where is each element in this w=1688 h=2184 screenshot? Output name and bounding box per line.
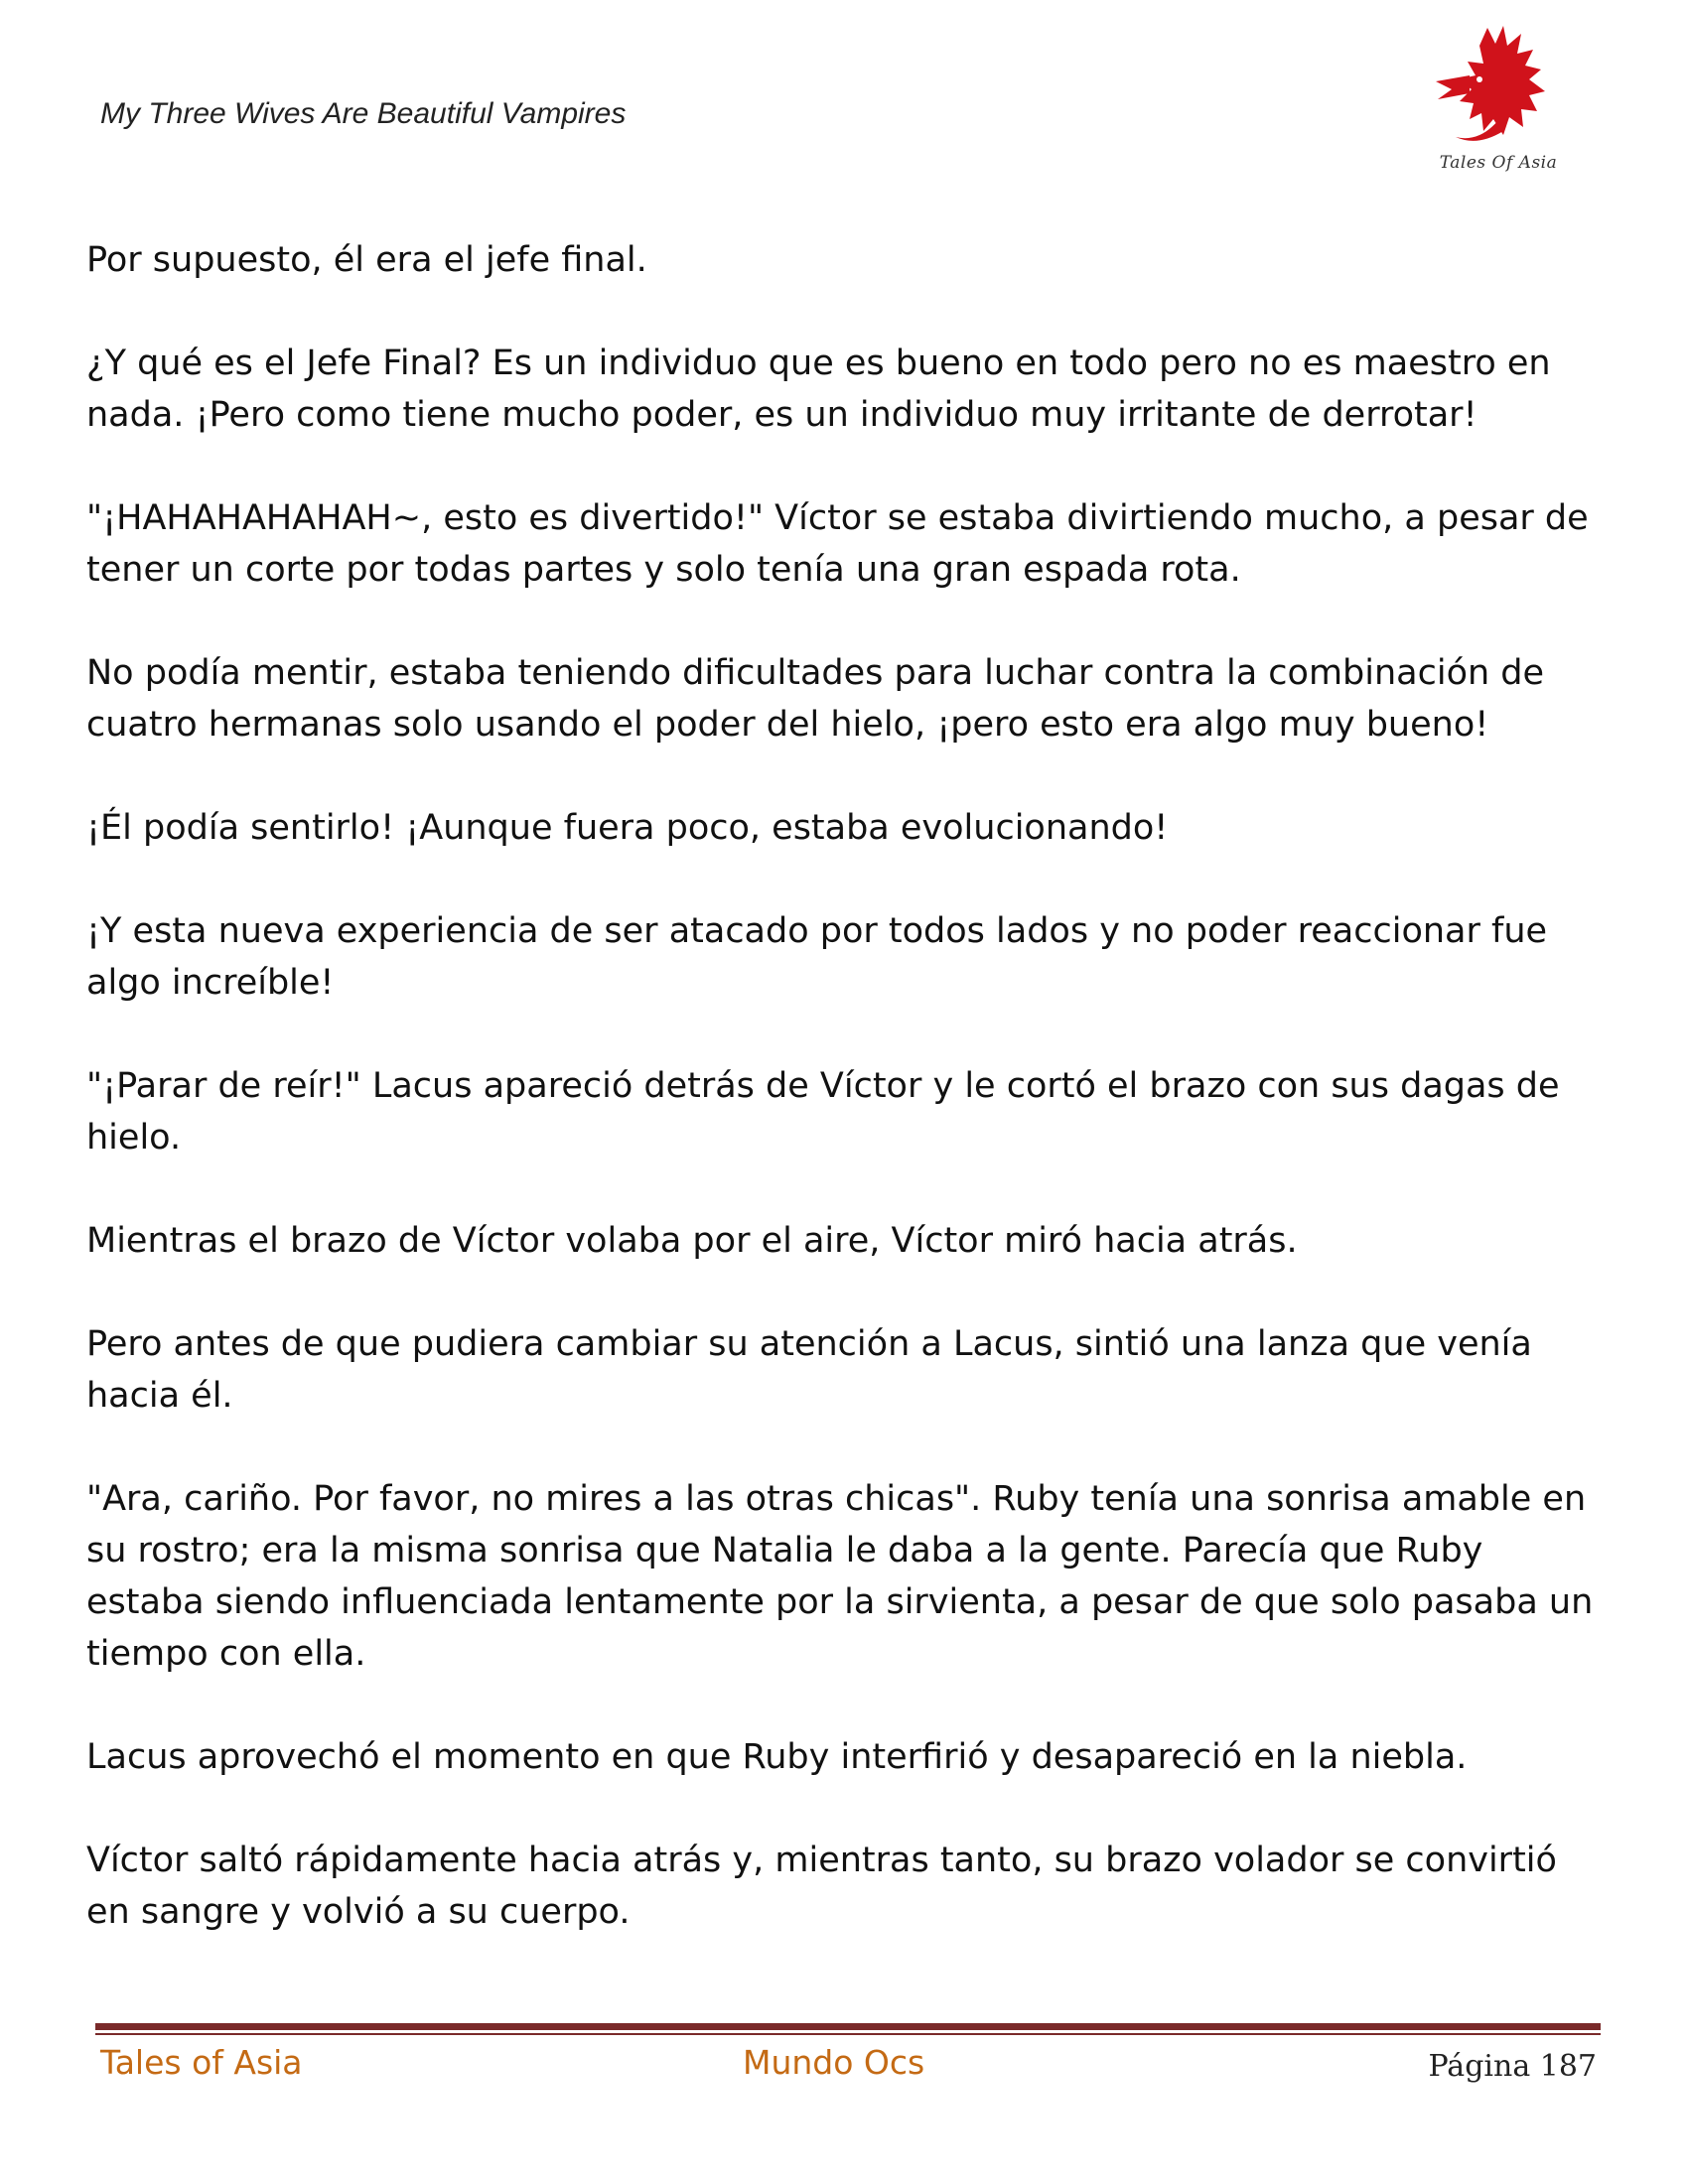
paragraph: "¡Parar de reír!" Lacus apareció detrás de Víctor y le cortó el brazo con sus dagas de hielo. — [86, 1066, 1560, 1158]
paragraph: ¿Y qué es el Jefe Final? Es un individuo que es bueno en todo pero no es maestro en nada. ¡Pero como tiene mucho poder, es un individuo muy irritante de derrotar! — [86, 343, 1551, 435]
logo-text: Tales Of Asia — [1439, 153, 1558, 173]
paragraph: Pero antes de que pudiera cambiar su atención a Lacus, sintió una lanza que venía hacia él. — [86, 1324, 1532, 1416]
chapter-body — [86, 234, 1606, 1989]
paragraph: Mientras el brazo de Víctor volaba por el aire, Víctor miró hacia atrás. — [86, 1221, 1298, 1261]
page-number: Página 187 — [1428, 2049, 1597, 2084]
red-dragon-icon — [1430, 20, 1567, 149]
paragraph: "Ara, cariño. Por favor, no mires a las otras chicas". Ruby tenía una sonrisa amable en su rostro; era la misma sonrisa que Natalia le daba a la gente. Parecía que Ruby estaba siendo influenciada lentamente por la sirvienta, a pesar de que solo pasaba un tiempo con ella. — [86, 1479, 1594, 1674]
footer-divider-thin — [95, 2033, 1601, 2035]
paragraph: ¡Él podía sentirlo! ¡Aunque fuera poco, estaba evolucionando! — [86, 808, 1169, 848]
publisher-logo — [1430, 20, 1567, 181]
paragraph: ¡Y esta nueva experiencia de ser atacado por todos lados y no poder reaccionar fue algo increíble! — [86, 911, 1548, 1003]
book-title: My Three Wives Are Beautiful Vampires — [100, 97, 627, 130]
footer-divider — [95, 2023, 1601, 2030]
paragraph: Víctor saltó rápidamente hacia atrás y, mientras tanto, su brazo volador se convirtió en sangre y volvió a su cuerpo. — [86, 1841, 1557, 1932]
footer-publisher: Tales of Asia — [100, 2043, 303, 2082]
paragraph: Lacus aprovechó el momento en que Ruby interfirió y desapareció en la niebla. — [86, 1737, 1468, 1777]
footer-section: Mundo Ocs — [743, 2043, 925, 2082]
paragraph: Por supuesto, él era el jefe final. — [86, 240, 647, 280]
paragraph: No podía mentir, estaba teniendo dificultades para luchar contra la combinación de cuatro hermanas solo usando el poder del hielo, ¡pero esto era algo muy bueno! — [86, 653, 1545, 745]
paragraph: "¡HAHAHAHAHAH~, esto es divertido!" Víctor se estaba divirtiendo mucho, a pesar de tener un corte por todas partes y solo tenía una gran espada rota. — [86, 498, 1589, 590]
